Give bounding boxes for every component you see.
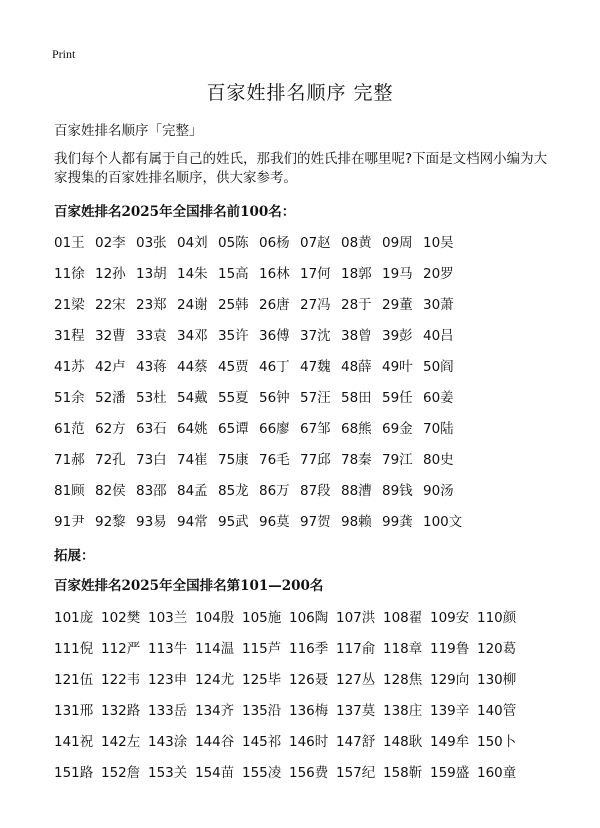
surname-entry: 55夏 xyxy=(218,389,249,406)
surname-entry: 17何 xyxy=(300,265,331,282)
surname-entry: 52潘 xyxy=(95,389,126,406)
surname-entry: 13胡 xyxy=(136,265,167,282)
surname-entry: 88漕 xyxy=(341,482,372,499)
surname-entry: 66廖 xyxy=(259,420,290,437)
surname-entry: 148耿 xyxy=(383,733,423,750)
surname-entry: 101庞 xyxy=(54,609,94,626)
surname-entry: 15高 xyxy=(218,265,249,282)
surname-entry: 38曾 xyxy=(341,327,372,344)
surname-row xyxy=(54,631,524,662)
surname-entry: 113牛 xyxy=(148,640,188,657)
surname-entry: 99龚 xyxy=(382,513,413,530)
surname-row xyxy=(54,287,464,318)
surname-entry: 10吴 xyxy=(423,234,454,251)
surname-entry: 60姜 xyxy=(423,389,454,406)
surname-entry: 53杜 xyxy=(136,389,167,406)
surname-entry: 48薛 xyxy=(341,358,372,375)
surname-entry: 109安 xyxy=(430,609,470,626)
surname-entry: 82侯 xyxy=(95,482,126,499)
expand-label: 拓展： xyxy=(54,548,95,564)
surname-entry: 94常 xyxy=(177,513,208,530)
surname-entry: 156费 xyxy=(289,764,329,781)
surname-entry: 133岳 xyxy=(148,702,188,719)
surname-entry: 87段 xyxy=(300,482,331,499)
surname-row xyxy=(54,724,524,755)
surname-entry: 107洪 xyxy=(336,609,376,626)
surname-entry: 44蔡 xyxy=(177,358,208,375)
surname-entry: 73白 xyxy=(136,451,167,468)
surname-entry: 25韩 xyxy=(218,296,249,313)
surname-entry: 70陆 xyxy=(423,420,454,437)
surname-entry: 146时 xyxy=(289,733,329,750)
surname-entry: 139辛 xyxy=(430,702,470,719)
surname-entry: 108翟 xyxy=(383,609,423,626)
surname-entry: 110颜 xyxy=(477,609,517,626)
surname-entry: 79江 xyxy=(382,451,413,468)
surname-row xyxy=(54,504,464,535)
surname-entry: 141祝 xyxy=(54,733,94,750)
surname-entry: 76毛 xyxy=(259,451,290,468)
surname-entry: 132路 xyxy=(101,702,141,719)
top100-heading: 百家姓排名2025年全国排名前100名： xyxy=(54,204,296,220)
surname-entry: 136梅 xyxy=(289,702,329,719)
intro-paragraph: 我们每个人都有属于自己的姓氏，那我们的姓氏排在哪里呢?下面是文档网小编为大家搜集的百家姓排名顺序，供大家参考。 xyxy=(54,151,548,186)
surname-entry: 56钟 xyxy=(259,389,290,406)
surname-entry: 116季 xyxy=(289,640,329,657)
surname-entry: 149牟 xyxy=(430,733,470,750)
surname-entry: 57汪 xyxy=(300,389,331,406)
surname-entry: 24谢 xyxy=(177,296,208,313)
surname-entry: 122韦 xyxy=(101,671,141,688)
surname-entry: 158靳 xyxy=(383,764,423,781)
surname-row xyxy=(54,380,464,411)
surname-entry: 75康 xyxy=(218,451,249,468)
surname-row xyxy=(54,349,464,380)
surname-row xyxy=(54,318,464,349)
surname-entry: 159盛 xyxy=(430,764,470,781)
surname-entry: 106陶 xyxy=(289,609,329,626)
surname-entry: 153关 xyxy=(148,764,188,781)
surname-entry: 64姚 xyxy=(177,420,208,437)
surname-entry: 30萧 xyxy=(423,296,454,313)
surname-entry: 150卜 xyxy=(477,733,517,750)
surname-entry: 62方 xyxy=(95,420,126,437)
surname-entry: 80史 xyxy=(423,451,454,468)
surname-entry: 91尹 xyxy=(54,513,85,530)
surname-entry: 119鲁 xyxy=(430,640,470,657)
surname-entry: 45贾 xyxy=(218,358,249,375)
surname-entry: 135沿 xyxy=(242,702,282,719)
surname-entry: 08黄 xyxy=(341,234,372,251)
surname-entry: 18郭 xyxy=(341,265,372,282)
surname-entry: 102樊 xyxy=(101,609,141,626)
surname-entry: 115芦 xyxy=(242,640,282,657)
surname-entry: 114温 xyxy=(195,640,235,657)
surname-entry: 140管 xyxy=(477,702,517,719)
surname-entry: 36傅 xyxy=(259,327,290,344)
surname-entry: 04刘 xyxy=(177,234,208,251)
surname-entry: 22宋 xyxy=(95,296,126,313)
surname-entry: 58田 xyxy=(341,389,372,406)
rank101-200-grid xyxy=(54,600,524,786)
surname-entry: 127丛 xyxy=(336,671,376,688)
surname-entry: 98赖 xyxy=(341,513,372,530)
top100-grid xyxy=(54,225,464,535)
surname-entry: 134齐 xyxy=(195,702,235,719)
surname-row xyxy=(54,411,464,442)
surname-entry: 31程 xyxy=(54,327,85,344)
surname-entry: 32曹 xyxy=(95,327,126,344)
surname-entry: 07赵 xyxy=(300,234,331,251)
surname-entry: 46丁 xyxy=(259,358,290,375)
surname-entry: 100文 xyxy=(423,513,463,530)
surname-entry: 40吕 xyxy=(423,327,454,344)
surname-entry: 43蒋 xyxy=(136,358,167,375)
surname-entry: 16林 xyxy=(259,265,290,282)
surname-entry: 63石 xyxy=(136,420,167,437)
surname-entry: 14朱 xyxy=(177,265,208,282)
surname-row xyxy=(54,473,464,504)
surname-entry: 77邱 xyxy=(300,451,331,468)
surname-entry: 137莫 xyxy=(336,702,376,719)
surname-entry: 85龙 xyxy=(218,482,249,499)
surname-entry: 130柳 xyxy=(477,671,517,688)
surname-entry: 72孔 xyxy=(95,451,126,468)
print-label: Print xyxy=(52,47,76,61)
surname-row xyxy=(54,755,524,786)
surname-entry: 144谷 xyxy=(195,733,235,750)
surname-entry: 51余 xyxy=(54,389,85,406)
surname-entry: 71郝 xyxy=(54,451,85,468)
surname-entry: 06杨 xyxy=(259,234,290,251)
surname-entry: 157纪 xyxy=(336,764,376,781)
surname-entry: 128焦 xyxy=(383,671,423,688)
surname-entry: 54戴 xyxy=(177,389,208,406)
surname-entry: 81顾 xyxy=(54,482,85,499)
surname-entry: 138庄 xyxy=(383,702,423,719)
surname-entry: 09周 xyxy=(382,234,413,251)
surname-entry: 93易 xyxy=(136,513,167,530)
surname-entry: 112严 xyxy=(101,640,141,657)
surname-entry: 83邵 xyxy=(136,482,167,499)
surname-entry: 155凌 xyxy=(242,764,282,781)
surname-entry: 33袁 xyxy=(136,327,167,344)
surname-row xyxy=(54,442,464,473)
surname-entry: 145祁 xyxy=(242,733,282,750)
surname-entry: 74崔 xyxy=(177,451,208,468)
surname-entry: 02李 xyxy=(95,234,126,251)
surname-entry: 125毕 xyxy=(242,671,282,688)
surname-entry: 90汤 xyxy=(423,482,454,499)
surname-entry: 126聂 xyxy=(289,671,329,688)
surname-entry: 121伍 xyxy=(54,671,94,688)
surname-entry: 152詹 xyxy=(101,764,141,781)
surname-entry: 154苗 xyxy=(195,764,235,781)
surname-row xyxy=(54,662,524,693)
rank101-200-heading: 百家姓排名2025年全国排名第101—200名 xyxy=(54,578,324,594)
surname-entry: 95武 xyxy=(218,513,249,530)
surname-entry: 39彭 xyxy=(382,327,413,344)
surname-entry: 65谭 xyxy=(218,420,249,437)
surname-entry: 97贺 xyxy=(300,513,331,530)
surname-row xyxy=(54,256,464,287)
surname-entry: 143涂 xyxy=(148,733,188,750)
surname-entry: 11徐 xyxy=(54,265,85,282)
surname-entry: 129向 xyxy=(430,671,470,688)
surname-entry: 03张 xyxy=(136,234,167,251)
surname-entry: 117俞 xyxy=(336,640,376,657)
surname-entry: 67邹 xyxy=(300,420,331,437)
surname-entry: 26唐 xyxy=(259,296,290,313)
surname-entry: 131邢 xyxy=(54,702,94,719)
surname-entry: 19马 xyxy=(382,265,413,282)
surname-entry: 160童 xyxy=(477,764,517,781)
surname-entry: 21梁 xyxy=(54,296,85,313)
surname-entry: 68熊 xyxy=(341,420,372,437)
surname-entry: 50阎 xyxy=(423,358,454,375)
surname-entry: 78秦 xyxy=(341,451,372,468)
surname-entry: 86万 xyxy=(259,482,290,499)
subtitle: 百家姓排名顺序「完整」 xyxy=(54,123,203,139)
surname-entry: 20罗 xyxy=(423,265,454,282)
surname-entry: 23郑 xyxy=(136,296,167,313)
surname-entry: 111倪 xyxy=(54,640,94,657)
surname-entry: 37沈 xyxy=(300,327,331,344)
surname-entry: 118章 xyxy=(383,640,423,657)
surname-entry: 59任 xyxy=(382,389,413,406)
surname-row xyxy=(54,693,524,724)
surname-entry: 41苏 xyxy=(54,358,85,375)
surname-entry: 29董 xyxy=(382,296,413,313)
surname-entry: 124尤 xyxy=(195,671,235,688)
surname-entry: 103兰 xyxy=(148,609,188,626)
surname-entry: 12孙 xyxy=(95,265,126,282)
page-title: 百家姓排名顺序 完整 xyxy=(206,82,394,104)
surname-entry: 34邓 xyxy=(177,327,208,344)
surname-entry: 35许 xyxy=(218,327,249,344)
surname-entry: 27冯 xyxy=(300,296,331,313)
surname-entry: 120葛 xyxy=(477,640,517,657)
surname-entry: 01王 xyxy=(54,234,85,251)
surname-entry: 147舒 xyxy=(336,733,376,750)
surname-row xyxy=(54,225,464,256)
surname-entry: 142左 xyxy=(101,733,141,750)
surname-entry: 69金 xyxy=(382,420,413,437)
surname-entry: 105施 xyxy=(242,609,282,626)
surname-entry: 61范 xyxy=(54,420,85,437)
surname-entry: 47魏 xyxy=(300,358,331,375)
surname-row xyxy=(54,600,524,631)
surname-entry: 151路 xyxy=(54,764,94,781)
surname-entry: 28于 xyxy=(341,296,372,313)
surname-entry: 84孟 xyxy=(177,482,208,499)
surname-entry: 96莫 xyxy=(259,513,290,530)
surname-entry: 92黎 xyxy=(95,513,126,530)
surname-entry: 42卢 xyxy=(95,358,126,375)
surname-entry: 05陈 xyxy=(218,234,249,251)
surname-entry: 89钱 xyxy=(382,482,413,499)
surname-entry: 123申 xyxy=(148,671,188,688)
surname-entry: 49叶 xyxy=(382,358,413,375)
surname-entry: 104殷 xyxy=(195,609,235,626)
